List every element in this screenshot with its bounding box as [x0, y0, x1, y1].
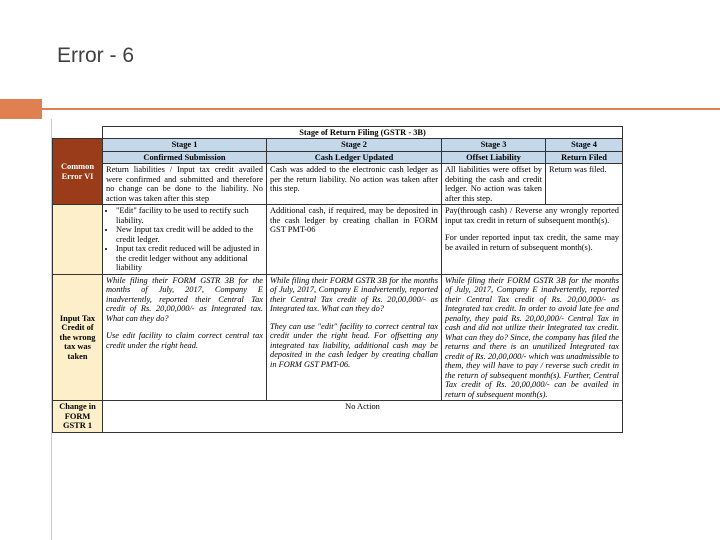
remedy-bullet: • New Input tax credit will be added to the credit ledger. — [116, 225, 263, 244]
accent-line — [42, 108, 720, 110]
example-paragraph: Use edit facility to claim correct central tax credit under the right head. — [106, 331, 263, 350]
input-tax-stage-2 — [267, 274, 442, 400]
input-tax-stage-1 — [103, 274, 267, 400]
change-row — [53, 401, 623, 432]
remedy-bullet: • "Edit" facility to be used to rectify such liability. — [116, 206, 263, 225]
common-error-row — [53, 164, 623, 205]
row-label-common-error: Common Error VI — [53, 139, 103, 205]
remedy-bullet: • Input tax credit reduced will be adjusted in the credit ledger without any additional liability — [116, 244, 263, 272]
remedy-bullet-list — [106, 206, 263, 272]
stage-number-row — [53, 139, 623, 151]
top-header: Stage of Return Filing (GSTR - 3B) — [103, 127, 623, 139]
slide-title: Error - 6 — [57, 44, 135, 67]
stage-1-name: Confirmed Submission — [103, 151, 267, 163]
example-paragraph: They can use "edit" facility to correct central tax credit under the right head. For offsetting any integrated tax liability, additional cash may be deposited in the cash ledger by creating challan in FORM GST PMT-06. — [270, 321, 438, 369]
stage-3-name: Offset Liability — [442, 151, 546, 163]
change-value: No Action — [103, 401, 623, 432]
header-corner — [53, 127, 103, 139]
common-error-stage-3: All liabilities were offset by debiting the cash and credit ledger. No action was taken after this step. — [442, 164, 546, 205]
stage-name-row — [53, 151, 623, 163]
common-error-stage-4: Return was filed. — [546, 164, 623, 205]
stage-4-number: Stage 4 — [546, 139, 623, 151]
stage-2-number: Stage 2 — [267, 139, 442, 151]
row-label-change: Change in FORM GSTR 1 — [53, 401, 103, 432]
row-label-input-tax: Input Tax Credit of the wrong tax was taken — [53, 274, 103, 400]
common-error-stage-1: Return liabilities / Input tax credit availed were confirmed and submitted and therefore no change can be done to the liability. No action was taken after this step — [103, 164, 267, 205]
common-error-stage-2: Cash was added to the electronic cash ledger as per the return liability. No action was taken after this step. — [267, 164, 442, 205]
example-paragraph: While filing their FORM GSTR 3B for the months of July, 2017, Company E inadvertently, reported their Central Tax credit of Rs. 20,00,000/- as Integrated tax. What can they do? — [106, 275, 263, 323]
input-tax-row — [53, 274, 623, 400]
row-label-remedy — [53, 205, 103, 274]
remedy-row — [53, 205, 623, 274]
stage-2-name: Cash Ledger Updated — [267, 151, 442, 163]
accent-square — [0, 99, 42, 119]
return-filing-table — [52, 126, 623, 433]
example-paragraph: While filing their FORM GSTR 3B for the months of July, 2017, Company E inadvertently, reported their Central Tax credit of Rs. 20,00,000/- as Integrated tax. What can they do? — [270, 275, 438, 314]
table-header-row — [53, 127, 623, 139]
remedy-stage-2: Additional cash, if required, may be deposited in the cash ledger by creating challan in FORM GST PMT-06 — [267, 205, 442, 274]
input-tax-stage-3-4: While filing their FORM GSTR 3B for the months of July, 2017, Company E inadvertently, reported their Central Tax credit of Rs. 20,00,000/- as Integrated tax credit. In order to avoid late fee and penalty, they paid Rs. 20,00,000/- Central Tax in cash and did not utilize their Integrated tax credit. What can they do? Since, the company has filed the returns and there is an unutilized Integrated tax credit of Rs. 20,00,000/- which was unadmissible to them, they will have to pay / reverse such credit in the return of subsequent month(s). Further, Central Tax credit of Rs. 20,00,000/- can be availed in return of subsequent month(s). — [442, 274, 623, 400]
stage-4-name: Return Filed — [546, 151, 623, 163]
remedy-paragraph: For under reported input tax credit, the same may be availed in return of subsequent month(s). — [445, 233, 619, 252]
remedy-stage-3-4 — [442, 205, 623, 274]
remedy-stage-1 — [103, 205, 267, 274]
remedy-paragraph: Pay(through cash) / Reverse any wrongly reported input tax credit in return of subsequent month(s). — [445, 206, 619, 225]
stage-3-number: Stage 3 — [442, 139, 546, 151]
stage-1-number: Stage 1 — [103, 139, 267, 151]
